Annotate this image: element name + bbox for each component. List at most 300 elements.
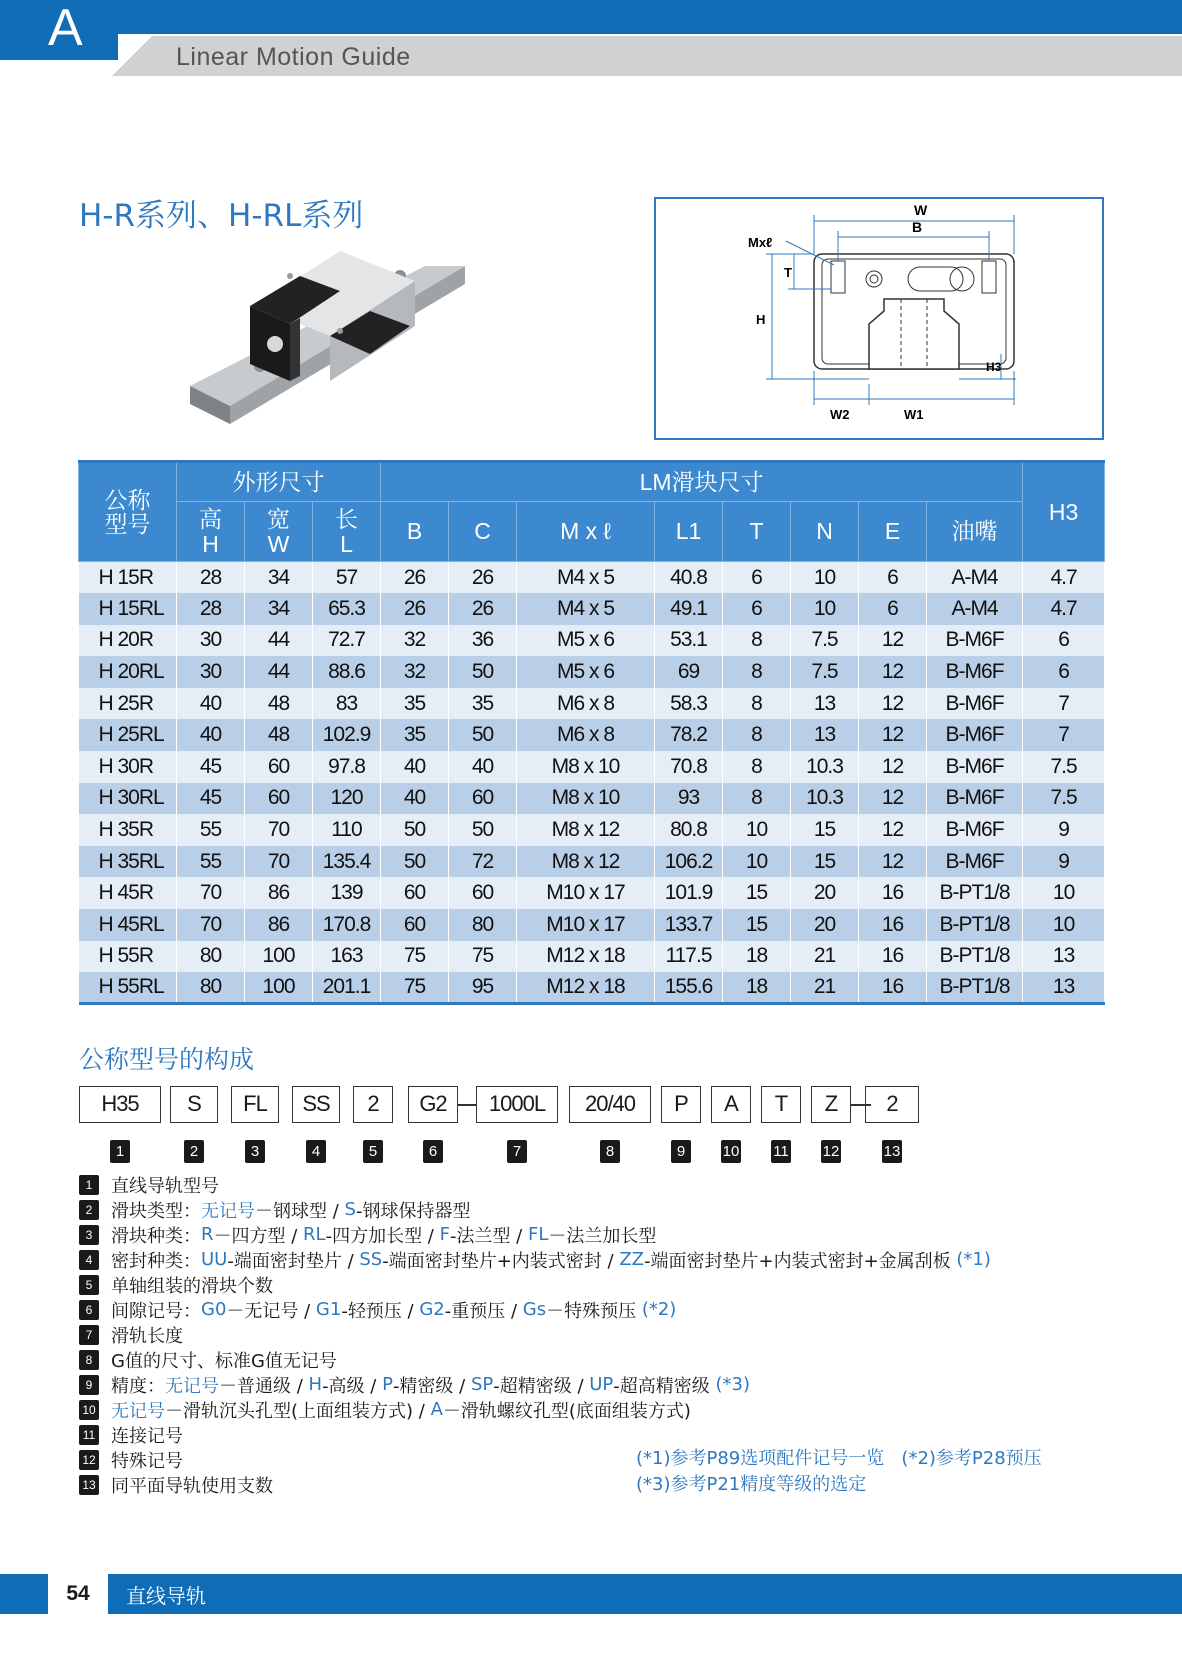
table-cell: B-PT1/8 — [927, 972, 1023, 1004]
table-cell: 8 — [723, 719, 791, 751]
footer-section: 直线导轨 — [126, 1584, 206, 1608]
legend-text: －滑轨螺纹孔型(底面组装方式) — [442, 1400, 691, 1422]
table-cell: 110 — [313, 814, 381, 846]
table-cell: 40 — [381, 751, 449, 783]
legend-text: 间隙记号： — [111, 1300, 201, 1322]
table-cell: 13 — [791, 688, 859, 720]
table-row — [79, 751, 1105, 783]
table-cell: 28 — [177, 562, 245, 594]
code-number-badge: 5 — [363, 1140, 383, 1163]
table-cell: 6 — [859, 593, 927, 625]
product-image — [190, 236, 500, 436]
legend-text: SP — [470, 1374, 494, 1395]
table-cell: 35 — [381, 688, 449, 720]
table-cell: 100 — [245, 972, 313, 1004]
code-box: T — [761, 1086, 801, 1123]
table-cell: 60 — [381, 877, 449, 909]
legend-text: A — [430, 1399, 443, 1420]
table-cell: 7.5 — [1023, 751, 1105, 783]
legend-text: －法兰加长型 — [548, 1225, 657, 1247]
legend-item — [79, 1397, 979, 1422]
table-cell: 93 — [655, 783, 723, 815]
table-cell: 12 — [859, 846, 927, 878]
table-cell: A-M4 — [927, 562, 1023, 594]
page-number: 54 — [48, 1574, 108, 1614]
legend-text: -精密级 / — [392, 1375, 471, 1397]
table-cell: 75 — [381, 972, 449, 1004]
code-box: SS — [292, 1086, 340, 1123]
legend-text: R — [201, 1224, 214, 1245]
table-cell: 20 — [791, 877, 859, 909]
table-cell: 50 — [381, 814, 449, 846]
header-model: 公称 型号 — [79, 462, 177, 562]
table-cell: 12 — [859, 751, 927, 783]
table-cell: 6 — [723, 562, 791, 594]
table-cell: 80 — [177, 972, 245, 1004]
table-cell: 80 — [177, 941, 245, 973]
legend-item — [79, 1247, 991, 1272]
table-cell: 97.8 — [313, 751, 381, 783]
legend-number: 2 — [79, 1200, 99, 1220]
table-cell: B-M6F — [927, 688, 1023, 720]
table-cell: 16 — [859, 909, 927, 941]
table-cell: 16 — [859, 972, 927, 1004]
legend-number: 3 — [79, 1225, 99, 1245]
spec-table-body — [79, 562, 1105, 1004]
table-cell: 101.9 — [655, 877, 723, 909]
legend-text: Gs — [522, 1299, 547, 1320]
legend-number: 13 — [79, 1475, 99, 1495]
legend-number: 11 — [79, 1425, 99, 1445]
table-cell: 40 — [177, 688, 245, 720]
code-box: 2 — [353, 1086, 393, 1123]
table-cell: H 20R — [79, 625, 177, 657]
table-cell: M4 x 5 — [517, 593, 655, 625]
legend-text: -端面密封垫片+内装式密封+金属刮板 — [644, 1250, 957, 1272]
code-boxes — [79, 1086, 1079, 1126]
header-H3: H3 — [1023, 462, 1105, 562]
legend-text: －普通级 / — [219, 1375, 309, 1397]
legend-text: -端面密封垫片 / — [227, 1250, 360, 1272]
legend-number: 12 — [79, 1450, 99, 1470]
legend-text: UP — [589, 1374, 614, 1395]
header-height: 高 H — [177, 502, 245, 562]
table-cell: 201.1 — [313, 972, 381, 1004]
table-cell: 36 — [449, 625, 517, 657]
table-cell: 8 — [723, 783, 791, 815]
header-T: T — [723, 502, 791, 562]
code-box: 2 — [865, 1086, 919, 1123]
table-cell: B-M6F — [927, 656, 1023, 688]
table-cell: 70 — [245, 846, 313, 878]
legend-text: (*2) — [641, 1299, 677, 1320]
table-cell: M6 x 8 — [517, 688, 655, 720]
table-cell: 50 — [449, 814, 517, 846]
header-oil-nipple: 油嘴 — [927, 502, 1023, 562]
table-cell: M10 x 17 — [517, 909, 655, 941]
table-cell: 4.7 — [1023, 593, 1105, 625]
table-row — [79, 972, 1105, 1004]
table-cell: H 20RL — [79, 656, 177, 688]
table-cell: M4 x 5 — [517, 562, 655, 594]
table-cell: H 30RL — [79, 783, 177, 815]
table-cell: 58.3 — [655, 688, 723, 720]
dimension-diagram — [654, 197, 1104, 440]
legend-text: (*1) — [956, 1249, 991, 1270]
code-box: H35 — [79, 1086, 161, 1123]
table-cell: 135.4 — [313, 846, 381, 878]
code-number-badge: 7 — [507, 1140, 527, 1163]
table-cell: 69 — [655, 656, 723, 688]
legend-text: -钢球保持器型 — [355, 1200, 471, 1222]
table-cell: 10 — [1023, 909, 1105, 941]
table-cell: 10 — [723, 846, 791, 878]
table-cell: 7 — [1023, 688, 1105, 720]
legend-text: 滑轨长度 — [111, 1325, 183, 1347]
table-cell: 72.7 — [313, 625, 381, 657]
legend-text: 无记号 — [165, 1375, 219, 1397]
table-cell: 12 — [859, 814, 927, 846]
table-cell: M8 x 12 — [517, 846, 655, 878]
label-W2: W2 — [830, 407, 850, 422]
table-cell: 15 — [723, 909, 791, 941]
legend-number: 1 — [79, 1175, 99, 1195]
table-cell: 10.3 — [791, 783, 859, 815]
legend-number: 4 — [79, 1250, 99, 1270]
table-cell: 13 — [1023, 941, 1105, 973]
table-cell: 9 — [1023, 814, 1105, 846]
legend-text: 精度： — [111, 1375, 165, 1397]
table-cell: 83 — [313, 688, 381, 720]
legend-text: 单轴组装的滑块个数 — [111, 1275, 273, 1297]
table-cell: 70 — [177, 909, 245, 941]
table-cell: 55 — [177, 846, 245, 878]
table-cell: 86 — [245, 877, 313, 909]
table-cell: M8 x 12 — [517, 814, 655, 846]
table-cell: H 30R — [79, 751, 177, 783]
table-cell: 8 — [723, 625, 791, 657]
table-cell: 32 — [381, 625, 449, 657]
table-row — [79, 783, 1105, 815]
legend-item — [79, 1297, 979, 1322]
header-lm-block-dims: LM滑块尺寸 — [381, 462, 1023, 502]
table-cell: 16 — [859, 877, 927, 909]
table-cell: 20 — [791, 909, 859, 941]
legend-text: －滑轨沉头孔型(上面组装方式) / — [165, 1400, 431, 1422]
table-row — [79, 909, 1105, 941]
table-cell: 34 — [245, 593, 313, 625]
table-cell: 70 — [245, 814, 313, 846]
table-cell: M6 x 8 — [517, 719, 655, 751]
legend-item — [79, 1322, 979, 1347]
legend-text: 无记号 — [201, 1200, 255, 1222]
code-box: G2 — [408, 1086, 458, 1123]
table-cell: 139 — [313, 877, 381, 909]
table-cell: 8 — [723, 751, 791, 783]
code-box: Z — [811, 1086, 851, 1123]
legend-text: 直线导轨型号 — [111, 1175, 219, 1197]
table-cell: H 55R — [79, 941, 177, 973]
note-2: (*3)参考P21精度等级的选定 — [636, 1474, 867, 1495]
table-cell: 53.1 — [655, 625, 723, 657]
legend-text: -超高精密级 — [613, 1375, 716, 1397]
table-cell: 10 — [1023, 877, 1105, 909]
table-cell: 57 — [313, 562, 381, 594]
legend-text: -超精密级 / — [493, 1375, 590, 1397]
table-cell: 117.5 — [655, 941, 723, 973]
header-N: N — [791, 502, 859, 562]
table-cell: 16 — [859, 941, 927, 973]
table-cell: 44 — [245, 625, 313, 657]
table-row — [79, 656, 1105, 688]
code-box: FL — [231, 1086, 279, 1123]
table-cell: B-PT1/8 — [927, 941, 1023, 973]
table-row — [79, 814, 1105, 846]
table-cell: H 15R — [79, 562, 177, 594]
table-cell: B-M6F — [927, 814, 1023, 846]
label-H3: H3 — [986, 360, 1002, 374]
legend-text: -轻预压 / — [341, 1300, 420, 1322]
legend-text: S — [344, 1199, 356, 1220]
legend-item — [79, 1222, 979, 1247]
table-cell: H 45R — [79, 877, 177, 909]
table-cell: 170.8 — [313, 909, 381, 941]
legend-text: G0 — [201, 1299, 227, 1320]
table-cell: B-M6F — [927, 625, 1023, 657]
table-cell: B-PT1/8 — [927, 909, 1023, 941]
table-cell: 50 — [381, 846, 449, 878]
table-cell: M5 x 6 — [517, 656, 655, 688]
table-cell: A-M4 — [927, 593, 1023, 625]
legend-number: 9 — [79, 1375, 99, 1395]
legend-item — [79, 1197, 979, 1222]
header-width: 宽 W — [245, 502, 313, 562]
legend-text: 滑块种类： — [111, 1225, 201, 1247]
table-cell: 13 — [1023, 972, 1105, 1004]
header-length: 长 L — [313, 502, 381, 562]
table-cell: M8 x 10 — [517, 751, 655, 783]
label-Ml: Mxℓ — [748, 235, 773, 250]
table-cell: H 45RL — [79, 909, 177, 941]
table-cell: H 25RL — [79, 719, 177, 751]
label-H: H — [756, 312, 766, 327]
table-cell: 75 — [449, 941, 517, 973]
legend-text: ZZ — [619, 1249, 644, 1270]
table-cell: 40 — [177, 719, 245, 751]
table-cell: 10.3 — [791, 751, 859, 783]
table-cell: 88.6 — [313, 656, 381, 688]
table-cell: 40 — [449, 751, 517, 783]
table-cell: M10 x 17 — [517, 877, 655, 909]
header-B: B — [381, 502, 449, 562]
table-cell: 10 — [791, 593, 859, 625]
label-W1: W1 — [904, 407, 924, 422]
table-row — [79, 719, 1105, 751]
legend-item — [79, 1422, 979, 1447]
code-box: A — [711, 1086, 751, 1123]
legend-text: 同平面导轨使用支数 — [111, 1475, 273, 1497]
table-cell: 50 — [449, 656, 517, 688]
table-cell: B-M6F — [927, 719, 1023, 751]
table-cell: 18 — [723, 941, 791, 973]
table-cell: 120 — [313, 783, 381, 815]
legend-text: -法兰型 / — [449, 1225, 528, 1247]
legend-text: (*3) — [715, 1374, 750, 1395]
table-cell: 26 — [449, 593, 517, 625]
table-cell: B-M6F — [927, 751, 1023, 783]
legend-number: 10 — [79, 1400, 99, 1420]
table-cell: 15 — [723, 877, 791, 909]
table-cell: 50 — [449, 719, 517, 751]
table-cell: 80 — [449, 909, 517, 941]
legend-text: P — [382, 1374, 393, 1395]
header-E: E — [859, 502, 927, 562]
table-cell: 4.7 — [1023, 562, 1105, 594]
table-cell: 9 — [1023, 846, 1105, 878]
code-box: 20/40 — [569, 1086, 651, 1123]
legend-text: RL — [303, 1224, 326, 1245]
table-cell: 12 — [859, 656, 927, 688]
legend-text: 密封种类： — [111, 1250, 201, 1272]
table-row — [79, 688, 1105, 720]
chapter-letter: A — [48, 0, 83, 57]
legend-text: 特殊记号 — [111, 1450, 183, 1472]
legend-text: －特殊预压 — [546, 1300, 642, 1322]
table-cell: 13 — [791, 719, 859, 751]
table-cell: 12 — [859, 688, 927, 720]
legend-text: UU — [201, 1249, 228, 1270]
table-cell: 30 — [177, 656, 245, 688]
table-cell: 163 — [313, 941, 381, 973]
table-row — [79, 877, 1105, 909]
label-W: W — [914, 202, 928, 218]
table-cell: 28 — [177, 593, 245, 625]
table-cell: B-M6F — [927, 846, 1023, 878]
table-cell: 55 — [177, 814, 245, 846]
table-cell: 7.5 — [791, 656, 859, 688]
table-cell: 78.2 — [655, 719, 723, 751]
section-title: H-R系列、H-RL系列 — [79, 198, 364, 234]
table-cell: H 55RL — [79, 972, 177, 1004]
table-cell: 7.5 — [1023, 783, 1105, 815]
table-cell: 95 — [449, 972, 517, 1004]
table-cell: 7.5 — [791, 625, 859, 657]
table-cell: 72 — [449, 846, 517, 878]
table-cell: 45 — [177, 783, 245, 815]
table-cell: 8 — [723, 656, 791, 688]
header-L1: L1 — [655, 502, 723, 562]
legend-number: 6 — [79, 1300, 99, 1320]
table-cell: 60 — [449, 877, 517, 909]
spec-table — [78, 460, 1105, 1005]
legend-text: －无记号 / — [226, 1300, 316, 1322]
table-cell: M12 x 18 — [517, 972, 655, 1004]
table-cell: 102.9 — [313, 719, 381, 751]
table-cell: 21 — [791, 941, 859, 973]
legend-text: G值的尺寸、标准G值无记号 — [111, 1350, 337, 1372]
code-number-badge: 8 — [600, 1140, 620, 1163]
table-cell: 6 — [859, 562, 927, 594]
table-cell: 155.6 — [655, 972, 723, 1004]
table-cell: 106.2 — [655, 846, 723, 878]
legend-text: －四方型 / — [213, 1225, 304, 1247]
table-cell: 15 — [791, 814, 859, 846]
table-cell: 40.8 — [655, 562, 723, 594]
legend-text: FL — [527, 1224, 549, 1245]
table-cell: H 25R — [79, 688, 177, 720]
code-box: P — [661, 1086, 701, 1123]
legend-text: 连接记号 — [111, 1425, 183, 1447]
legend-number: 8 — [79, 1350, 99, 1370]
table-cell: 34 — [245, 562, 313, 594]
code-number-badge: 13 — [882, 1140, 902, 1163]
table-cell: M8 x 10 — [517, 783, 655, 815]
table-cell: 15 — [791, 846, 859, 878]
code-dash — [457, 1104, 477, 1106]
table-cell: 133.7 — [655, 909, 723, 941]
legend-text: -四方加长型 / — [325, 1225, 440, 1247]
table-cell: 30 — [177, 625, 245, 657]
table-cell: 86 — [245, 909, 313, 941]
table-cell: 6 — [1023, 656, 1105, 688]
table-row — [79, 625, 1105, 657]
table-cell: 100 — [245, 941, 313, 973]
legend-text: －钢球型 / — [255, 1200, 345, 1222]
table-cell: 48 — [245, 688, 313, 720]
table-cell: 10 — [723, 814, 791, 846]
table-cell: 35 — [449, 688, 517, 720]
table-cell: 60 — [449, 783, 517, 815]
reference-notes — [636, 1446, 1042, 1498]
table-cell: 6 — [723, 593, 791, 625]
table-cell: 49.1 — [655, 593, 723, 625]
code-box: 1000L — [476, 1086, 558, 1123]
legend-text: 无记号 — [111, 1400, 165, 1422]
legend-item — [79, 1372, 979, 1397]
table-cell: 75 — [381, 941, 449, 973]
legend-number: 7 — [79, 1325, 99, 1345]
header-title: Linear Motion Guide — [176, 43, 411, 71]
table-cell: 8 — [723, 688, 791, 720]
legend-item — [79, 1272, 979, 1297]
legend-text: -高级 / — [322, 1375, 383, 1397]
code-number-badge: 1 — [110, 1140, 130, 1163]
legend-text: 滑块类型： — [111, 1200, 201, 1222]
table-cell: 32 — [381, 656, 449, 688]
table-cell: H 35RL — [79, 846, 177, 878]
table-cell: B-M6F — [927, 783, 1023, 815]
header-bar — [0, 0, 1182, 34]
legend-number: 5 — [79, 1275, 99, 1295]
table-cell: 10 — [791, 562, 859, 594]
table-cell: 70 — [177, 877, 245, 909]
code-number-badge: 3 — [245, 1140, 265, 1163]
legend-text: F — [439, 1224, 450, 1245]
legend-text: -端面密封垫片+内装式密封 / — [382, 1250, 620, 1272]
table-cell: H 35R — [79, 814, 177, 846]
table-cell: M5 x 6 — [517, 625, 655, 657]
table-cell: 6 — [1023, 625, 1105, 657]
table-cell: M12 x 18 — [517, 941, 655, 973]
legend-text: SS — [359, 1249, 383, 1270]
code-number-badge: 12 — [821, 1140, 841, 1163]
label-T: T — [784, 265, 792, 280]
table-cell: 45 — [177, 751, 245, 783]
code-number-badge: 2 — [184, 1140, 204, 1163]
code-dash — [851, 1104, 871, 1106]
code-number-badge: 11 — [771, 1140, 791, 1163]
table-cell: 26 — [381, 562, 449, 594]
